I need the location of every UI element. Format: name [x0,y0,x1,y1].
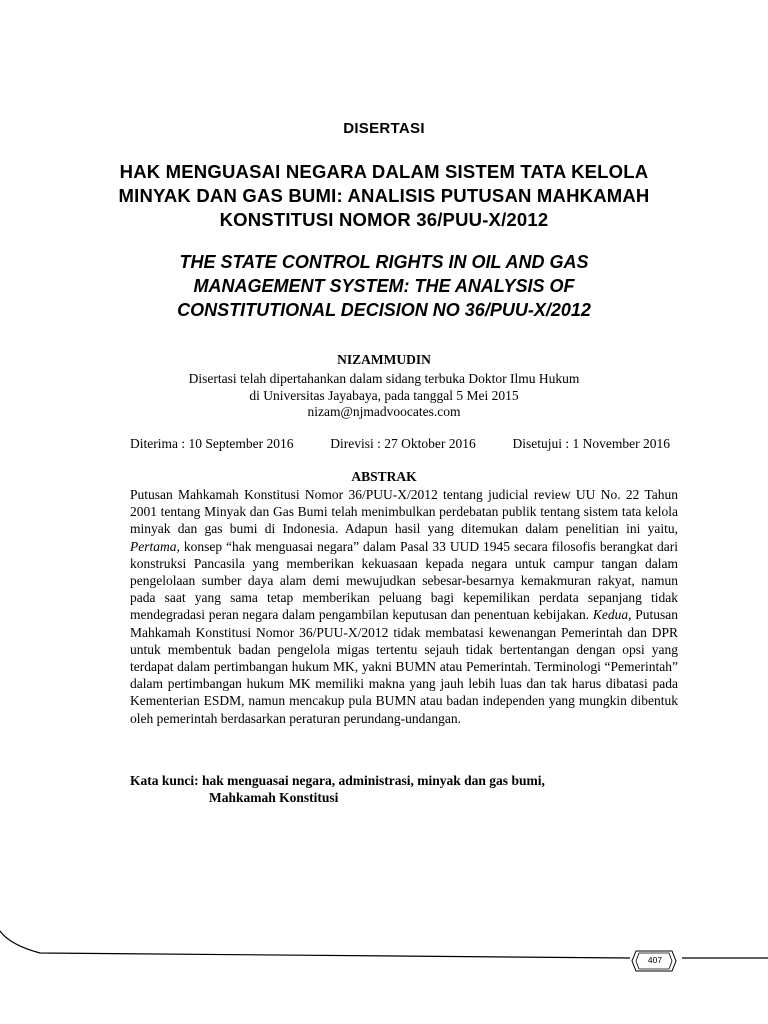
abstract-text: Putusan Mahkamah Konstitusi Nomor 36/PUU-X/2012 tentang judicial review UU No. 22 Tahun 2001 tentang Minyak dan Gas Bumi telah menimbulkan perdebatan publik tentang sistem tata kelola minyak dan gas bumi di Indonesia. Adapun hasil yang ditemukan dalam penelitian ini yaitu, [130,487,678,537]
keywords [130,772,678,806]
affiliation-line: di Universitas Jayabaya, pada tanggal 5 Mei 2015 [249,387,519,403]
revised-date: Direvisi : 27 Oktober 2016 [330,436,476,451]
abstract-emphasis-pertama: Pertama, [130,538,180,554]
abstract-body [130,486,678,727]
document-type-label: DISERTASI [343,120,425,137]
keywords-line: Mahkamah Konstitusi [209,790,339,805]
received-date: Diterima : 10 September 2016 [130,436,294,451]
title-en-line: CONSTITUTIONAL DECISION NO 36/PUU-X/2012 [177,300,591,320]
affiliation-line: Disertasi telah dipertahankan dalam sidang terbuka Doktor Ilmu Hukum [188,371,580,386]
title-id-line: MINYAK DAN GAS BUMI: ANALISIS PUTUSAN MAHKAMAH [118,185,650,206]
approved-date: Disetujui : 1 November 2016 [512,436,670,451]
keywords-line: Kata kunci: hak menguasai negara, administrasi, minyak dan gas bumi, [130,773,545,788]
abstract-text: konsep “hak menguasai negara” dalam Pasal 33 UUD 1945 secara filosofis berangkat dari konstruksi Pancasila yang memberikan kekuasaan kepada negara untuk campur tangan dalam pengelolaan sumber daya alam demi mewujudkan sebesar-besarnya kemakmuran rakyat, namun pada saat yang sama tetap memberikan peluang bagi kepemilikan perdata sepanjang tidak mendegradasi peran negara dalam pengambilan keputusan dan penentuan kebijakan. [130,538,678,623]
abstract-text: , Putusan Mahkamah Konstitusi Nomor 36/PUU-X/2012 tidak membatasi kewenangan Pemerintah dan DPR untuk membentuk badan pengelola migas tertentu sejauh tidak bertentangan dengan opsi yang terdapat dalam pertimbangan hukum MK, yakni BUMN atau Pemerintah. Terminologi “Pemerintah” dalam pertimbangan hukum MK memiliki makna yang jauh lebih luas dan tak harus dibatasi pada Kementerian ESDM, namun mencakup pula BUMN atau badan independen yang mungkin dibentuk oleh pemerintah berdasarkan peraturan perundang-undangan. [130,607,678,726]
page-number: 407 [647,955,663,965]
abstract-emphasis-kedua: Kedua [592,607,629,623]
title-id-line: KONSTITUSI NOMOR 36/PUU-X/2012 [219,209,549,230]
author-name: NIZAMMUDIN [337,352,431,367]
title-indonesian [100,160,668,232]
author-affiliation [0,371,768,421]
title-en-line: THE STATE CONTROL RIGHTS IN OIL AND GAS [179,252,589,272]
abstract-heading: ABSTRAK [351,469,417,484]
submission-dates [130,436,670,452]
title-en-line: MANAGEMENT SYSTEM: THE ANALYSIS OF [193,276,575,296]
author-email: nizam@njmadvoocates.com [307,404,461,419]
title-id-line: HAK MENGUASAI NEGARA DALAM SISTEM TATA KELOLA [119,161,649,182]
title-english [110,250,658,322]
